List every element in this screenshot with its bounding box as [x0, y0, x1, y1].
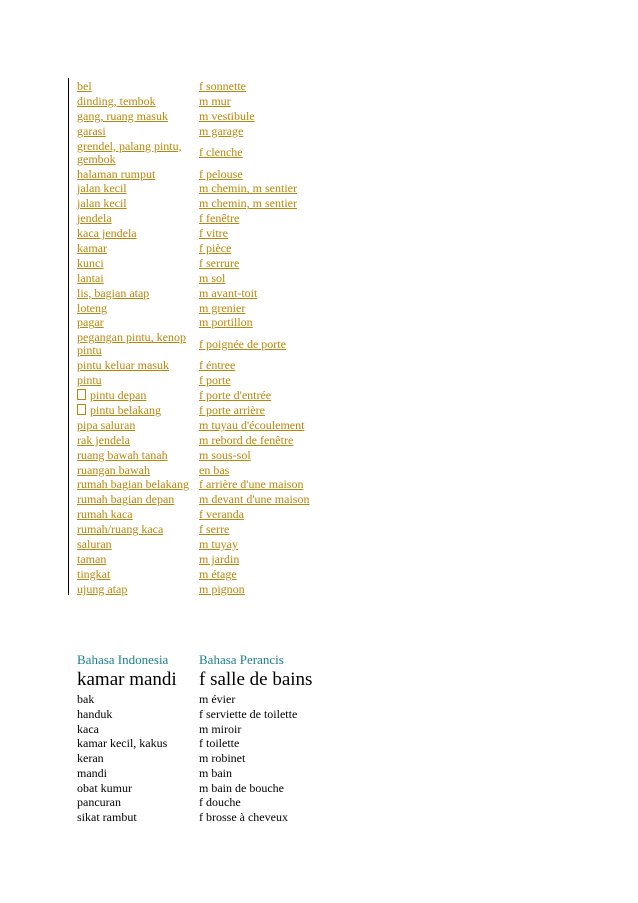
indonesian-link[interactable]: rumah bagian depan [77, 492, 175, 507]
indonesian-cell [77, 449, 199, 462]
indonesian-link[interactable]: halaman rumput [77, 166, 156, 181]
table-row [77, 271, 377, 286]
indonesian-link[interactable]: pagar [77, 315, 104, 330]
french-link[interactable]: m tuyau d'écoulement [199, 417, 305, 432]
table-row [77, 507, 377, 522]
table-row [77, 226, 377, 241]
indonesian-link[interactable]: rak jendela [77, 432, 130, 447]
french-cell [199, 478, 303, 491]
indonesian-link[interactable]: rumah/ruang kaca [77, 522, 164, 537]
table-row [77, 463, 377, 478]
table-row [77, 810, 377, 825]
indonesian-link[interactable]: dinding, tembok [77, 93, 156, 108]
indonesian-link[interactable]: rumah kaca [77, 507, 133, 522]
indonesian-link[interactable]: loteng [77, 300, 107, 315]
table-row [77, 139, 377, 167]
indonesian-link[interactable]: pintu depan [90, 388, 147, 403]
french-cell [199, 389, 271, 402]
table-row [77, 315, 377, 330]
indonesian-cell [77, 374, 199, 387]
table-row [77, 692, 377, 707]
indonesian-cell [77, 583, 199, 596]
french-cell [199, 464, 229, 477]
indonesian-cell [77, 568, 199, 581]
indonesian-cell [77, 140, 199, 166]
bathroom-rows [77, 692, 377, 825]
french-cell [199, 449, 251, 462]
table-row [77, 286, 377, 301]
indonesian-word: sikat rambut [77, 810, 137, 825]
indonesian-word: bak [77, 691, 95, 706]
margin-line [68, 78, 69, 595]
french-cell [199, 404, 265, 417]
indonesian-cell [77, 316, 199, 329]
indonesian-cell [77, 125, 199, 138]
french-cell [199, 146, 243, 159]
indonesian-word: kaca [77, 721, 99, 736]
french-word: m miroir [199, 721, 242, 736]
indonesian-cell [77, 331, 199, 357]
table-row [77, 330, 377, 358]
indonesian-cell [77, 182, 199, 195]
french-cell [199, 287, 257, 300]
french-link[interactable]: en bas [199, 462, 230, 477]
indonesian-link[interactable]: jendela [77, 211, 112, 226]
indonesian-cell [77, 404, 199, 417]
indonesian-cell [77, 493, 199, 506]
french-cell [199, 538, 238, 551]
french-cell [199, 212, 239, 225]
table-row [77, 582, 377, 597]
french-cell [199, 434, 293, 447]
french-link[interactable]: f pièce [199, 240, 232, 255]
indonesian-cell [77, 257, 199, 270]
indonesian-link[interactable]: grendel, palang pintu, gembok [77, 138, 182, 166]
french-link[interactable]: f veranda [199, 507, 244, 522]
indonesian-link[interactable]: ujung atap [77, 581, 128, 596]
french-cell [199, 182, 297, 195]
indonesian-link[interactable]: jalan kecil [77, 196, 127, 211]
table-row [77, 448, 377, 463]
indonesian-link[interactable]: garasi [77, 123, 106, 138]
table-header [77, 651, 377, 668]
french-word: f brosse à cheveux [199, 810, 288, 825]
french-link[interactable]: m chemin, m sentier [199, 181, 297, 196]
french-link[interactable]: m sol [199, 270, 226, 285]
placeholder-box-icon [77, 404, 86, 415]
french-link[interactable]: m devant d'une maison [199, 492, 310, 507]
table-row [77, 418, 377, 433]
indonesian-link[interactable]: pintu [77, 373, 102, 388]
indonesian-link[interactable]: ruangan bawah [77, 462, 150, 477]
table-row [77, 109, 377, 124]
french-cell [199, 419, 304, 432]
table-row [77, 736, 377, 751]
indonesian-cell [77, 538, 199, 551]
french-cell [199, 316, 253, 329]
french-cell [199, 125, 243, 138]
indonesian-link[interactable]: gang, ruang masuk [77, 108, 168, 123]
french-link[interactable]: f porte arrière [199, 402, 265, 417]
french-link[interactable]: m pignon [199, 581, 245, 596]
french-cell [199, 272, 225, 285]
table-row [77, 373, 377, 388]
french-cell [199, 568, 237, 581]
indonesian-cell [77, 242, 199, 255]
table-row [77, 124, 377, 139]
french-link[interactable]: f vitre [199, 226, 228, 241]
header-indonesian: Bahasa Indonesia [77, 651, 169, 667]
french-cell [199, 168, 243, 181]
french-link[interactable]: f sonnette [199, 78, 246, 93]
indonesian-cell [77, 508, 199, 521]
table-row [77, 781, 377, 796]
indonesian-link[interactable]: kaca jendela [77, 226, 137, 241]
french-link[interactable]: m garage [199, 123, 244, 138]
vocab-link-table [77, 79, 377, 597]
indonesian-cell [77, 168, 199, 181]
french-link[interactable]: m vestibule [199, 108, 255, 123]
table-row [77, 751, 377, 766]
section-title [77, 668, 377, 692]
french-cell [199, 95, 231, 108]
indonesian-cell [77, 434, 199, 447]
french-cell [199, 197, 297, 210]
title-french: f salle de bains [199, 669, 313, 690]
indonesian-cell [77, 110, 199, 123]
french-link[interactable]: m chemin, m sentier [199, 196, 297, 211]
table-row [77, 477, 377, 492]
indonesian-cell [77, 272, 199, 285]
french-cell [199, 583, 245, 596]
french-link[interactable]: m jardin [199, 551, 240, 566]
french-word: m robinet [199, 751, 246, 766]
indonesian-link[interactable]: kunci [77, 255, 104, 270]
french-word: m bain de bouche [199, 780, 284, 795]
indonesian-cell [77, 464, 199, 477]
indonesian-word: pancuran [77, 795, 121, 810]
indonesian-cell [77, 523, 199, 536]
indonesian-link[interactable]: pintu keluar masuk [77, 358, 169, 373]
header-french: Bahasa Perancis [199, 651, 284, 667]
table-row [77, 94, 377, 109]
indonesian-cell [77, 212, 199, 225]
table-row [77, 537, 377, 552]
french-cell [199, 553, 239, 566]
french-link[interactable]: f clenche [199, 145, 243, 160]
french-link[interactable]: f arrière d'une maison [199, 477, 304, 492]
table-row [77, 256, 377, 271]
indonesian-link[interactable]: tingkat [77, 566, 111, 581]
french-cell [199, 359, 235, 372]
french-link[interactable]: f porte d'entrée [199, 388, 272, 403]
french-link[interactable]: m rebord de fenêtre [199, 432, 294, 447]
french-cell [199, 257, 239, 270]
french-cell [199, 242, 231, 255]
french-link[interactable]: m grenier [199, 300, 246, 315]
table-row [77, 301, 377, 316]
french-link[interactable]: f porte [199, 373, 231, 388]
indonesian-word: mandi [77, 765, 107, 780]
indonesian-link[interactable]: taman [77, 551, 107, 566]
table-row [77, 358, 377, 373]
french-link[interactable]: f pelouse [199, 166, 243, 181]
indonesian-link[interactable]: jalan kecil [77, 181, 127, 196]
french-link[interactable]: m tuyay [199, 536, 238, 551]
french-word: f toilette [199, 736, 240, 751]
french-link[interactable]: m étage [199, 566, 237, 581]
french-link[interactable]: f poignée de porte [199, 336, 286, 351]
table-row [77, 167, 377, 182]
french-link[interactable]: f serrure [199, 255, 240, 270]
indonesian-cell [77, 197, 199, 210]
table-row [77, 722, 377, 737]
indonesian-cell [77, 302, 199, 315]
table-row [77, 492, 377, 507]
bathroom-vocab-table [77, 651, 377, 825]
table-row [77, 241, 377, 256]
table-row [77, 766, 377, 781]
french-link[interactable]: f fenêtre [199, 211, 240, 226]
french-cell [199, 110, 255, 123]
indonesian-link[interactable]: ruang bawah tanah [77, 447, 168, 462]
indonesian-link[interactable]: lantai [77, 270, 104, 285]
title-indonesian: kamar mandi [77, 669, 177, 690]
table-row [77, 196, 377, 211]
french-link[interactable]: m mur [199, 93, 231, 108]
indonesian-cell [77, 419, 199, 432]
table-row [77, 181, 377, 196]
french-link[interactable]: f éntree [199, 358, 236, 373]
french-cell [199, 227, 228, 240]
french-cell [199, 80, 246, 93]
indonesian-link[interactable]: bel [77, 78, 92, 93]
indonesian-word: kamar kecil, kakus [77, 736, 168, 751]
indonesian-link[interactable]: pintu belakang [90, 402, 161, 417]
french-cell [199, 374, 231, 387]
indonesian-cell [77, 80, 199, 93]
indonesian-link[interactable]: rumah bagian belakang [77, 477, 189, 492]
french-word: m évier [199, 691, 236, 706]
french-word: f douche [199, 795, 241, 810]
french-link[interactable]: m portillon [199, 315, 253, 330]
indonesian-cell [77, 478, 199, 491]
table-row [77, 211, 377, 226]
french-cell [199, 508, 244, 521]
indonesian-cell [77, 389, 199, 402]
french-link[interactable]: m avant-toit [199, 285, 258, 300]
indonesian-link[interactable]: kamar [77, 240, 107, 255]
indonesian-word: keran [77, 751, 104, 766]
table-row [77, 388, 377, 403]
indonesian-link[interactable]: pipa saluran [77, 417, 136, 432]
indonesian-word: obat kumur [77, 780, 132, 795]
indonesian-word: handuk [77, 706, 113, 721]
table-row [77, 433, 377, 448]
indonesian-cell [77, 359, 199, 372]
table-row [77, 796, 377, 811]
indonesian-cell [77, 553, 199, 566]
indonesian-cell [77, 95, 199, 108]
indonesian-cell [77, 287, 199, 300]
indonesian-link[interactable]: lis, bagian atap [77, 285, 150, 300]
table-row [77, 79, 377, 94]
indonesian-link[interactable]: pegangan pintu, kenop pintu [77, 330, 186, 358]
table-row [77, 552, 377, 567]
table-row [77, 707, 377, 722]
placeholder-box-icon [77, 389, 86, 400]
french-cell [199, 523, 229, 536]
french-link[interactable]: f serre [199, 522, 230, 537]
french-word: m bain [199, 765, 232, 780]
french-cell [199, 493, 309, 506]
indonesian-link[interactable]: saluran [77, 536, 112, 551]
french-link[interactable]: m sous-sol [199, 447, 251, 462]
french-word: f serviette de toilette [199, 706, 298, 721]
french-cell [199, 338, 286, 351]
table-row [77, 522, 377, 537]
table-row [77, 567, 377, 582]
table-row [77, 403, 377, 418]
indonesian-cell [77, 227, 199, 240]
french-cell [199, 302, 245, 315]
